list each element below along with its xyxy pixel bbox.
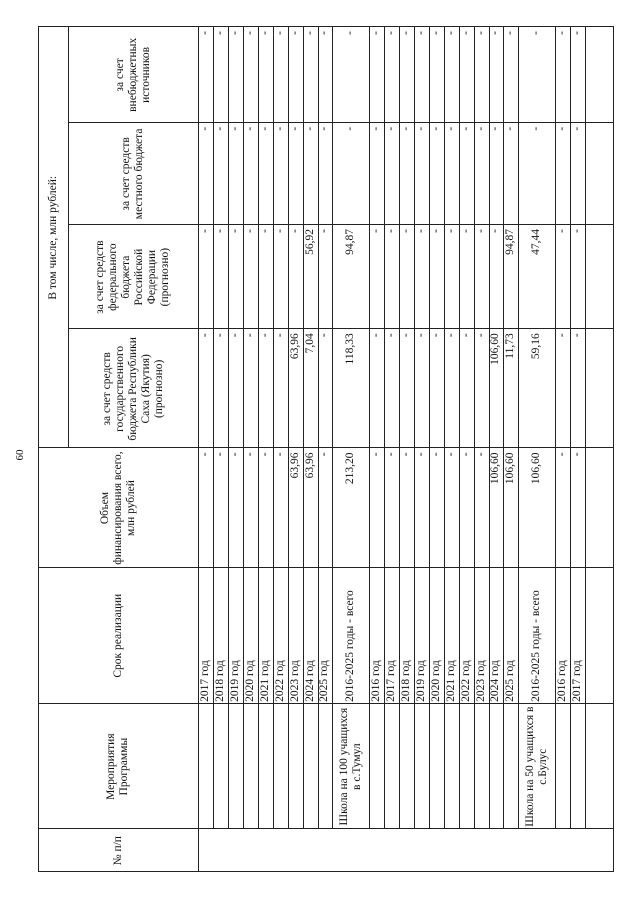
- row-period: 2019 год: [228, 660, 241, 702]
- row-total: -: [213, 452, 226, 457]
- row-total: -: [555, 452, 568, 457]
- header-period: Срок реализации: [111, 593, 124, 678]
- row-federal: -: [228, 228, 241, 233]
- row-republic: -: [474, 333, 487, 338]
- row-federal: 56,92: [303, 228, 316, 255]
- row-federal: -: [213, 228, 226, 233]
- row-local: -: [474, 126, 487, 131]
- row-republic: -: [243, 333, 256, 338]
- row-extra: -: [228, 31, 241, 35]
- row-federal: 94,87: [504, 228, 517, 255]
- row-republic: -: [384, 333, 397, 338]
- row-local: -: [273, 126, 286, 131]
- row-federal: -: [414, 228, 427, 233]
- row-federal: -: [318, 228, 331, 233]
- row-local: -: [228, 126, 241, 131]
- row-event: Школа на 50 учащихся в с.Булус: [523, 706, 549, 827]
- row-federal: -: [429, 228, 442, 233]
- row-extra: -: [243, 31, 256, 35]
- row-local: -: [444, 126, 457, 131]
- row-federal: -: [243, 228, 256, 233]
- row-republic: 106,60: [489, 333, 502, 365]
- row-federal: -: [273, 228, 286, 233]
- row-total: -: [318, 452, 331, 457]
- row-republic: -: [213, 333, 226, 338]
- row-extra: -: [489, 31, 502, 35]
- row-extra: -: [384, 31, 397, 35]
- row-period: 2016 год: [369, 660, 382, 702]
- row-local: -: [429, 126, 442, 131]
- row-local: -: [570, 126, 583, 131]
- row-extra: -: [504, 31, 517, 35]
- row-extra: -: [213, 31, 226, 35]
- row-total: 63,96: [288, 452, 301, 479]
- row-local: -: [555, 126, 568, 131]
- row-federal: -: [258, 228, 271, 233]
- row-total: -: [570, 452, 583, 457]
- header-republic-budget: за счет средств государственного бюджета Республики Саха (Якутия) (прогнозно): [100, 337, 165, 441]
- row-republic: 63,96: [288, 333, 301, 360]
- header-total: Объем финансирования всего, млн рублей: [98, 451, 137, 565]
- grid-line: [38, 871, 613, 872]
- grid-line: [38, 27, 39, 872]
- row-period: 2025 год: [318, 660, 331, 702]
- row-local: -: [399, 126, 412, 131]
- row-local: -: [213, 126, 226, 131]
- row-period: 2021 год: [444, 660, 457, 702]
- row-period: 2017 год: [198, 660, 211, 702]
- row-period: 2016-2025 годы - всего: [530, 590, 543, 702]
- row-total: -: [414, 452, 427, 457]
- row-period: 2024 год: [303, 660, 316, 702]
- row-total: -: [198, 452, 211, 457]
- grid-line: [613, 27, 614, 872]
- row-local: -: [384, 126, 397, 131]
- header-federal-budget: за счет средств федерального бюджета Российской Федерации (прогнозно): [94, 240, 171, 314]
- row-extra: -: [429, 31, 442, 35]
- row-extra: -: [198, 31, 211, 35]
- row-total: 213,20: [344, 452, 357, 485]
- row-extra: -: [303, 31, 316, 35]
- page-number: 60: [14, 449, 26, 461]
- grid-line: [585, 27, 586, 829]
- row-local: -: [288, 126, 301, 131]
- row-republic: -: [258, 333, 271, 338]
- header-event: Мероприятия Программы: [105, 733, 130, 800]
- header-number: № п/п: [111, 836, 124, 866]
- row-extra: -: [399, 31, 412, 35]
- row-federal: -: [555, 228, 568, 233]
- row-extra: -: [414, 31, 427, 35]
- row-extra: -: [258, 31, 271, 35]
- row-federal: 47,44: [530, 228, 543, 255]
- row-period: 2018 год: [213, 660, 226, 702]
- row-period: 2022 год: [273, 660, 286, 702]
- row-federal: -: [288, 228, 301, 233]
- row-republic: 118,33: [344, 333, 357, 365]
- row-total: -: [399, 452, 412, 457]
- row-local: -: [303, 126, 316, 131]
- row-federal: -: [384, 228, 397, 233]
- row-republic: 59,16: [530, 333, 543, 360]
- row-period: 2017 год: [570, 660, 583, 702]
- landscape-table: [38, 27, 613, 872]
- row-federal: 94,87: [344, 228, 357, 255]
- row-extra: -: [273, 31, 286, 35]
- row-republic: -: [318, 333, 331, 338]
- row-total: -: [459, 452, 472, 457]
- row-republic: -: [429, 333, 442, 338]
- row-federal: -: [474, 228, 487, 233]
- header-extrabudgetary: за счет внебюджетных источников: [113, 37, 152, 112]
- row-extra: -: [344, 31, 357, 35]
- row-total: 106,60: [504, 452, 517, 485]
- grid-line: [68, 27, 69, 448]
- row-period: 2020 год: [429, 660, 442, 702]
- row-period: 2023 год: [474, 660, 487, 702]
- row-local: -: [489, 126, 502, 131]
- row-republic: 7,04: [303, 333, 316, 354]
- row-local: -: [369, 126, 382, 131]
- row-period: 2023 год: [288, 660, 301, 702]
- row-period: 2016 год: [555, 660, 568, 702]
- row-federal: -: [369, 228, 382, 233]
- row-total: 106,60: [489, 452, 502, 485]
- row-extra: -: [369, 31, 382, 35]
- row-extra: -: [570, 31, 583, 35]
- row-total: -: [228, 452, 241, 457]
- row-republic: -: [399, 333, 412, 338]
- row-federal: -: [489, 228, 502, 233]
- row-federal: -: [198, 228, 211, 233]
- row-total: -: [384, 452, 397, 457]
- row-federal: -: [459, 228, 472, 233]
- row-extra: -: [288, 31, 301, 35]
- row-extra: -: [459, 31, 472, 35]
- row-total: 63,96: [303, 452, 316, 479]
- row-local: -: [530, 126, 543, 131]
- row-total: -: [273, 452, 286, 457]
- row-republic: 11,73: [504, 333, 517, 359]
- row-local: -: [344, 126, 357, 131]
- row-period: 2022 год: [459, 660, 472, 702]
- row-federal: -: [399, 228, 412, 233]
- row-total: -: [429, 452, 442, 457]
- row-republic: -: [414, 333, 427, 338]
- header-local-budget: за счет средств местного бюджета: [120, 128, 145, 220]
- row-federal: -: [570, 228, 583, 233]
- row-period: 2017 год: [384, 660, 397, 702]
- row-republic: -: [555, 333, 568, 338]
- row-republic: -: [570, 333, 583, 338]
- row-total: 106,60: [530, 452, 543, 485]
- row-total: -: [243, 452, 256, 457]
- row-local: -: [258, 126, 271, 131]
- row-federal: -: [444, 228, 457, 233]
- row-period: 2018 год: [399, 660, 412, 702]
- row-republic: -: [369, 333, 382, 338]
- row-republic: -: [273, 333, 286, 338]
- row-total: -: [369, 452, 382, 457]
- row-republic: -: [459, 333, 472, 338]
- row-local: -: [504, 126, 517, 131]
- row-extra: -: [555, 31, 568, 35]
- row-republic: -: [228, 333, 241, 338]
- row-extra: -: [318, 31, 331, 35]
- row-period: 2021 год: [258, 660, 271, 702]
- row-local: -: [414, 126, 427, 131]
- row-period: 2016-2025 годы - всего: [344, 590, 357, 702]
- row-local: -: [198, 126, 211, 131]
- row-extra: -: [444, 31, 457, 35]
- row-total: -: [444, 452, 457, 457]
- row-period: 2025 год: [504, 660, 517, 702]
- row-event: Школа на 100 учащихся в с.Тумул: [337, 707, 363, 826]
- row-total: -: [258, 452, 271, 457]
- row-period: 2020 год: [243, 660, 256, 702]
- row-local: -: [459, 126, 472, 131]
- row-local: -: [243, 126, 256, 131]
- row-extra: -: [474, 31, 487, 35]
- row-extra: -: [530, 31, 543, 35]
- header-including: В том числе, млн рублей:: [46, 175, 59, 300]
- row-republic: -: [444, 333, 457, 338]
- row-republic: -: [198, 333, 211, 338]
- row-period: 2019 год: [414, 660, 427, 702]
- row-total: -: [474, 452, 487, 457]
- row-local: -: [318, 126, 331, 131]
- row-period: 2024 год: [489, 660, 502, 702]
